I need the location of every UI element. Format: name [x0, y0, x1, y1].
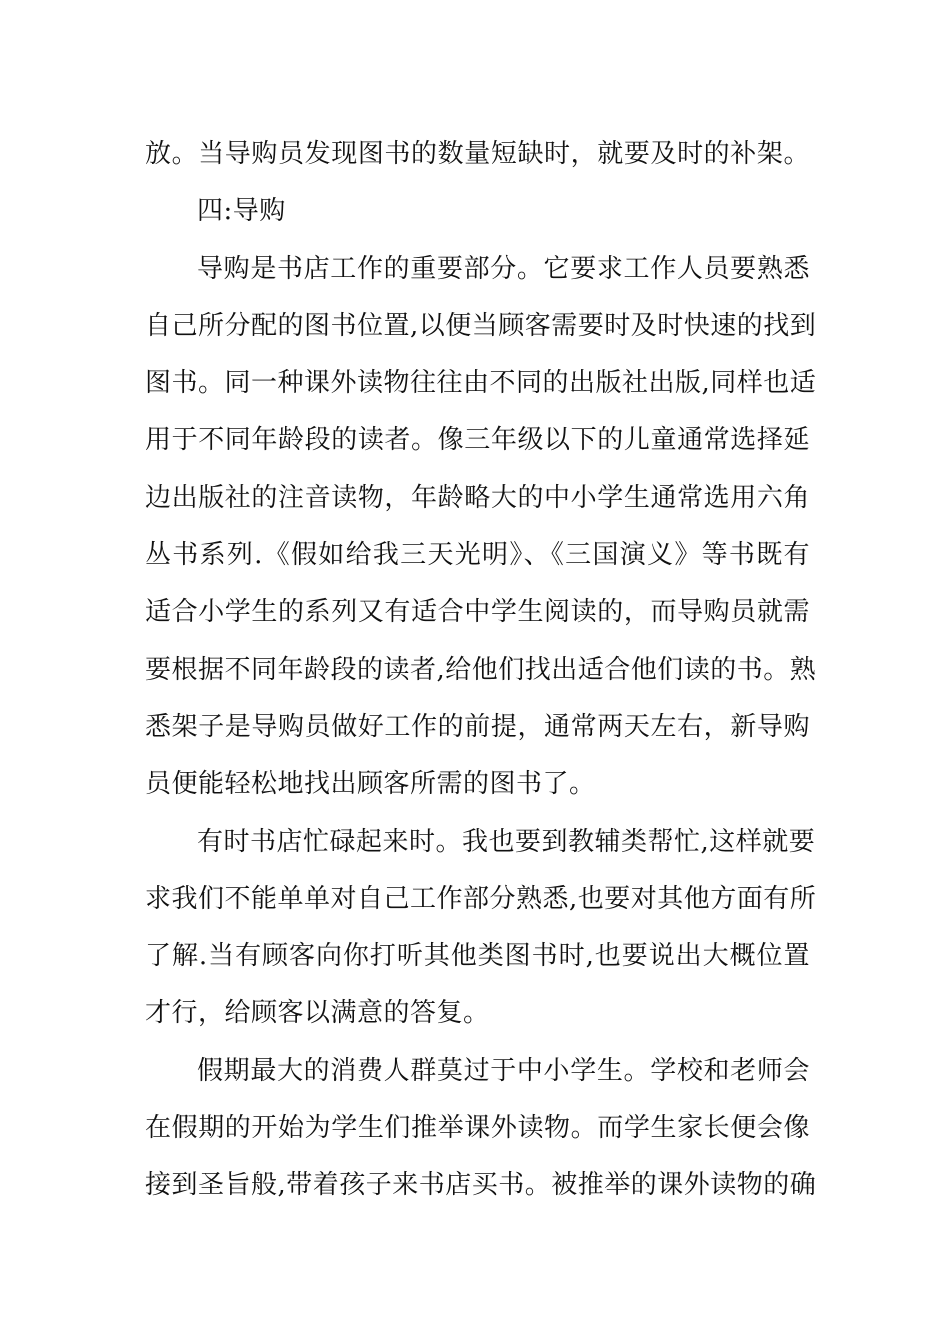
text-line: 有时书店忙碌起来时。我也要到教辅类帮忙,这样就要 — [197, 826, 816, 857]
body-text — [145, 126, 817, 1215]
text-line: 求我们不能单单对自己工作部分熟悉,也要对其他方面有所 — [145, 883, 817, 914]
text-line: 了解.当有顾客向你打听其他类图书时,也要说出大概位置 — [145, 941, 810, 972]
text-line: 适合小学生的系列又有适合中学生阅读的，而导购员就需 — [145, 597, 810, 628]
section-heading: 四:导购 — [197, 196, 286, 227]
text-line: 导购是书店工作的重要部分。它要求工作人员要熟悉 — [197, 253, 810, 284]
text-line: 边出版社的注音读物，年龄略大的中小学生通常选用六角 — [145, 482, 810, 513]
text-line: 假期最大的消费人群莫过于中小学生。学校和老师会 — [197, 1055, 810, 1086]
text-line: 自己所分配的图书位置,以便当顾客需要时及时快速的找到 — [145, 310, 817, 341]
text-line: 放。当导购员发现图书的数量短缺时，就要及时的补架。 — [145, 139, 810, 169]
text-line: 在假期的开始为学生们推举课外读物。而学生家长便会像 — [145, 1113, 810, 1144]
text-line: 悉架子是导购员做好工作的前提，通常两天左右，新导购 — [145, 711, 810, 742]
text-line: 要根据不同年龄段的读者,给他们找出适合他们读的书。熟 — [145, 654, 817, 685]
text-line: 员便能轻松地找出顾客所需的图书了。 — [145, 769, 596, 800]
text-line: 用于不同年龄段的读者。像三年级以下的儿童通常选择延 — [145, 425, 810, 456]
text-line: 图书。同一种课外读物往往由不同的出版社出版,同样也适 — [145, 368, 817, 399]
text-line: 丛书系列.《假如给我三天光明》、《三国演义》等书既有 — [145, 540, 810, 571]
text-line: 才行，给顾客以满意的答复。 — [145, 998, 490, 1029]
text-line: 接到圣旨般,带着孩子来书店买书。被推举的课外读物的确 — [145, 1170, 817, 1201]
